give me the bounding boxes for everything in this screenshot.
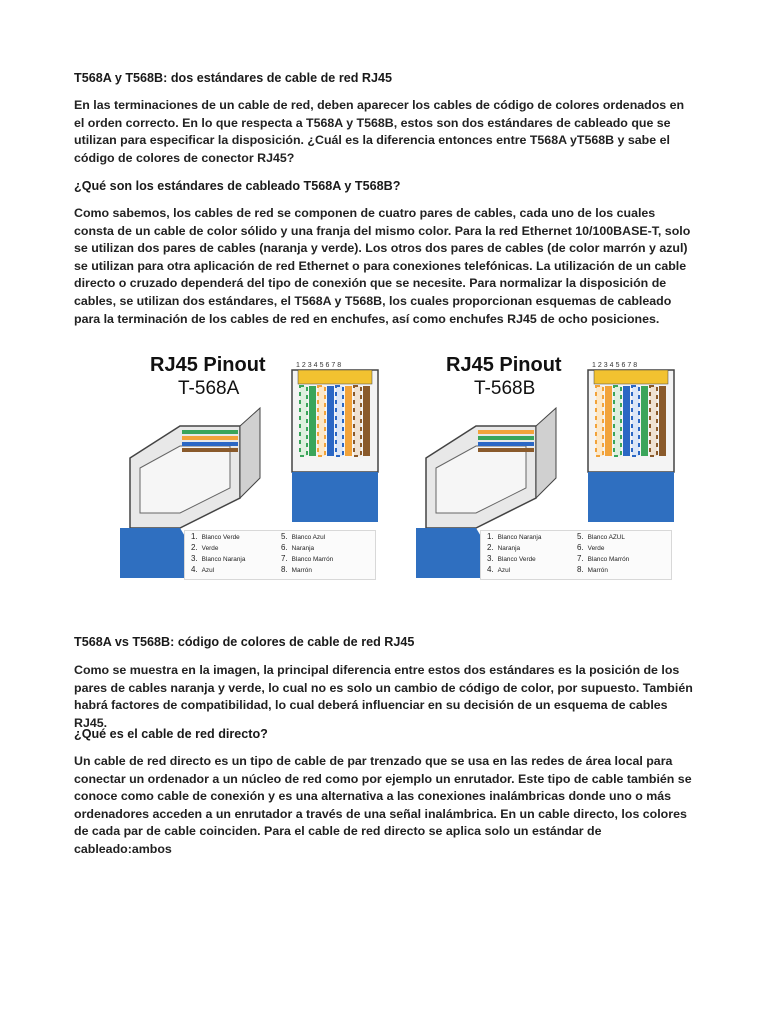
- paragraph-color-code: Como se muestra en la imagen, la principal diferencia entre estos dos estándares es la posición de los pares de cables naranja y verde, lo cual no es solo un cambio de código de color, por supuesto. También habrá factores de compatibilidad, lo cual deberá influenciar en su decisión de un esquema de cables RJ45.: [74, 663, 693, 730]
- legend-t568b: [480, 530, 672, 580]
- heading-color-code: T568A vs T568B: código de colores de cable de red RJ45: [74, 635, 415, 649]
- pinout-panel-t568a: [120, 348, 385, 584]
- pinout-title-t568a: RJ45 Pinout: [150, 354, 266, 376]
- legend-item-4: 4. Azul: [191, 565, 215, 574]
- pin-numbers-t568b: 12345678: [592, 362, 640, 369]
- heading-t568a-t568b: T568A y T568B: dos estándares de cable de red RJ45: [74, 71, 393, 85]
- pinout-title-t568b: RJ45 Pinout: [446, 354, 562, 376]
- paragraph-straight-cable: Un cable de red directo es un tipo de cable de par trenzado que se usa en las redes de área local para conectar un ordenador a un núcleo de red como por ejemplo un enrutador. Este tipo de cable también se conoce como cable de conexión y es una alternativa a las conexiones inalámbricas donde uno o más ordenadores acceden a un enrutador a través de una señal inalámbrica. En un cable directo, los colores de cada par de cable coinciden. Para el cable de red directo se aplica solo un estándar de cableado:ambos: [74, 754, 692, 856]
- legend-item-8: 8. Marrón: [577, 565, 608, 574]
- pinout-subtitle-t568a: T-568A: [178, 378, 240, 399]
- legend-item-6: 6. Naranja: [281, 543, 315, 552]
- legend-item-3: 3. Blanco Verde: [487, 554, 536, 563]
- paragraph-standards: Como sabemos, los cables de red se componen de cuatro pares de cables, cada uno de los cuales consta de un cable de color sólido y una franja del mismo color. Para la red Ethernet 10/100BASE-T, solo se utilizan dos pares de cables (naranja y verde). Los otros dos pares de cables (de color marrón y azul) se utilizan para otra aplicación de red Ethernet o para conexiones telefónicas. La utilización de un cable directo o cruzado dependerá del tipo de conexión que se necesite. Para normalizar la disposición de cables, se utilizan dos estándares, el T568A y T568B, los cuales proporcionan esquemas de cableado para la terminación de los cables de red en enchufes, así como enchufes RJ45 de ocho posiciones.: [74, 206, 691, 326]
- legend-item-2: 2. Naranja: [487, 543, 521, 552]
- pinout-panel-t568b: [416, 348, 681, 584]
- legend-item-5: 5. Blanco AZUL: [577, 532, 625, 541]
- pin-numbers-t568a: 12345678: [296, 362, 344, 369]
- pinout-subtitle-t568b: T-568B: [474, 378, 536, 399]
- legend-t568a: [184, 530, 376, 580]
- legend-item-8: 8. Marrón: [281, 565, 312, 574]
- legend-item-7: 7. Blanco Marrón: [281, 554, 334, 563]
- heading-straight-cable: ¿Qué es el cable de red directo?: [74, 727, 268, 741]
- legend-item-1: 1. Blanco Verde: [191, 532, 240, 541]
- legend-item-2: 2. Verde: [191, 543, 219, 552]
- legend-item-1: 1. Blanco Naranja: [487, 532, 542, 541]
- rj45-pinout-figure: [120, 348, 680, 584]
- legend-item-6: 6. Verde: [577, 543, 605, 552]
- legend-item-7: 7. Blanco Marrón: [577, 554, 630, 563]
- heading-what-are-standards: ¿Qué son los estándares de cableado T568A y T568B?: [74, 179, 401, 193]
- legend-item-4: 4. Azul: [487, 565, 511, 574]
- paragraph-intro: En las terminaciones de un cable de red, deben aparecer los cables de código de colores ordenados en el orden correcto. En lo que respecta a T568A y T568B, estos son dos estándares de cableado que se utilizan para especificar la disposición. ¿Cuál es la diferencia entonces entre T568A yT568B y sabe el código de colores de conector RJ45?: [74, 98, 685, 165]
- legend-item-5: 5. Blanco Azul: [281, 532, 326, 541]
- legend-item-3: 3. Blanco Naranja: [191, 554, 246, 563]
